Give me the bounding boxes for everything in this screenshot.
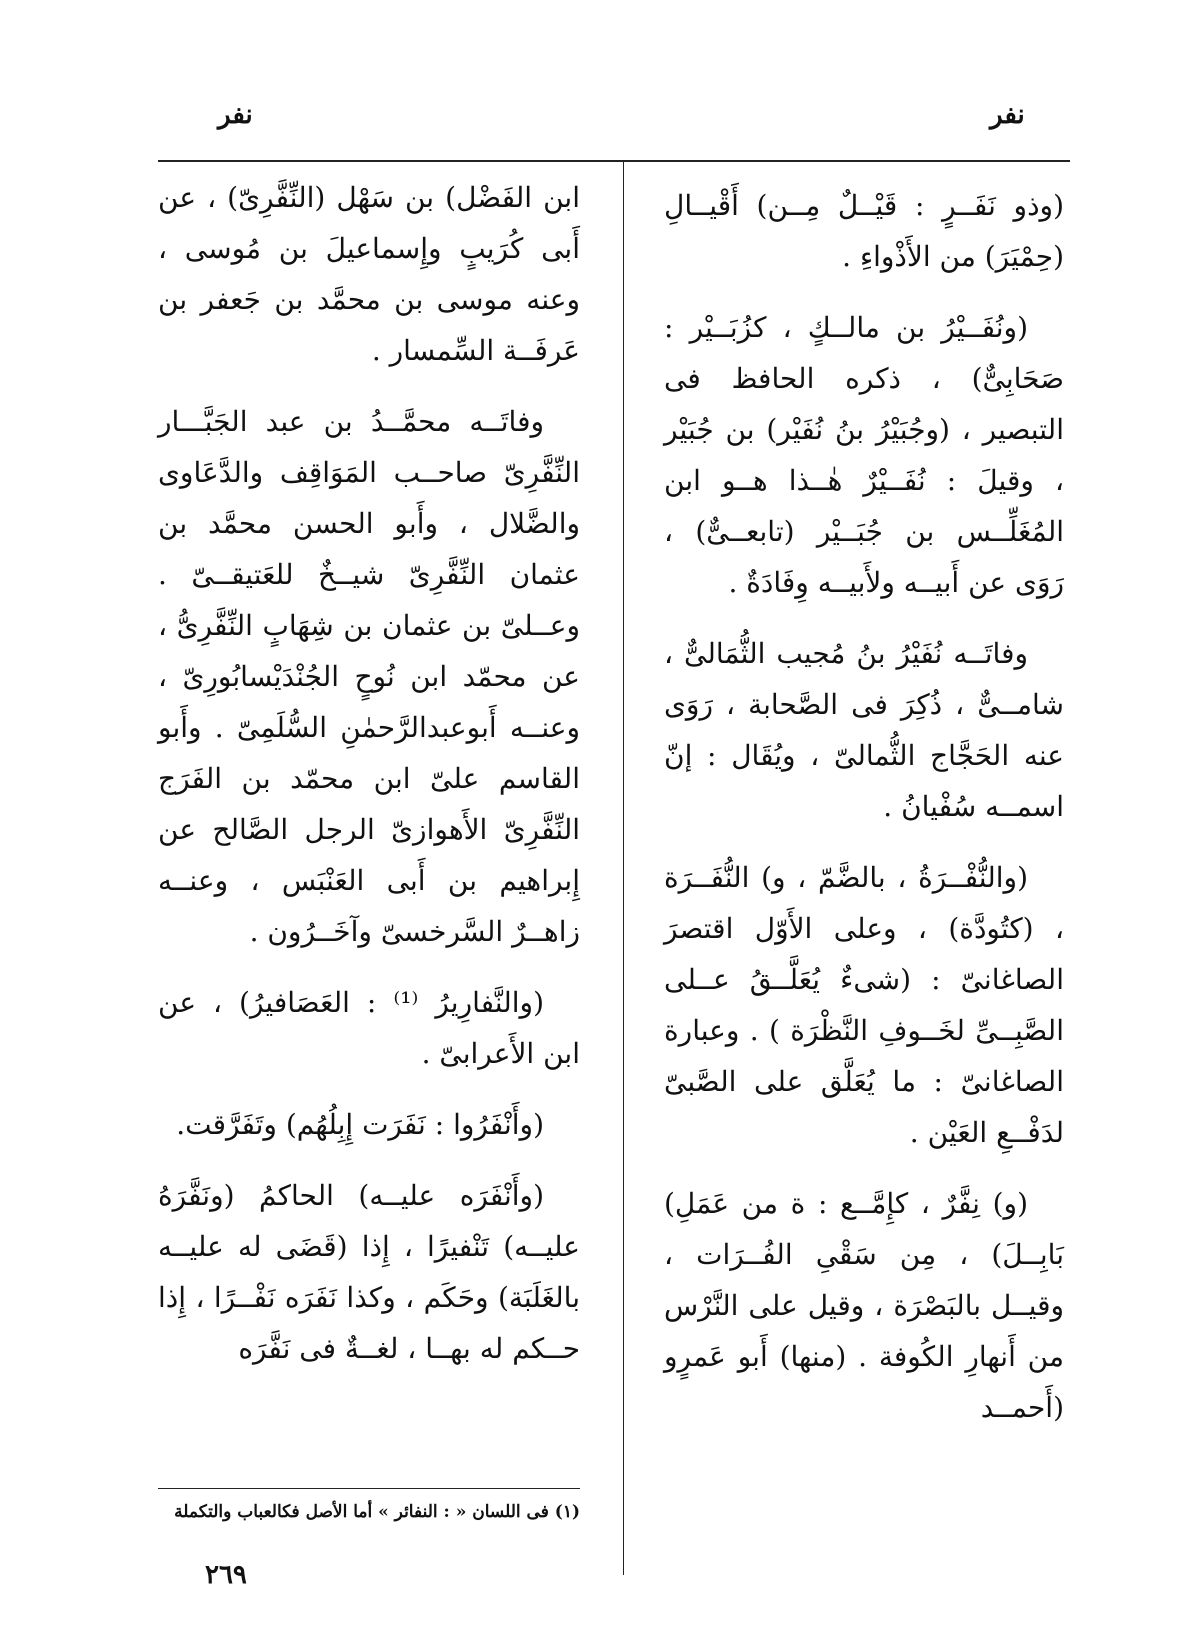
entry-paragraph: (والنُّفْــرَةُ ، بالضَّمّ ، و) النُّفَــرَة ، (كتُودَّة) ، وعلى الأَوّل اقتصرَ الصاغانىّ : (شىءٌ يُعَلَّــقُ عــلى الصَّبِــىِّ لخَــوفِ النَّظْرَة ) . وعبارة الصاغانىّ : ما يُعَلَّق على الصَّبىّ لدَفْــعِ العَيْن . xyxy=(664,861,1064,1149)
footnote-rule xyxy=(158,1488,580,1489)
footnote: (١) فى اللسان « : النفائر » أما الأصل فكالعباب والتكملة xyxy=(174,1502,580,1522)
entry-paragraph: ابن الفَضْل) بن سَهْل (النِّفَّرِىّ) ، عن أَبى كُرَيبٍ وإِسماعيلَ بن مُوسى ، وعنه موسى بن محمَّد بن جَعفر بن عَرفَــة السِّمسار . xyxy=(158,181,580,367)
entry-paragraph: وفاتَــه محمَّــدُ بن عبد الجَبَّـــار النِّفَّرِىّ صاحــب المَوَاقِف والدَّعَاوى والضَّلال ، وأَبو الحسن محمَّد بن عثمان النِّفَّرِىّ شيــخٌ للعَتيقــىّ . وعــلىّ بن عثمان بن شِهَابٍ النِّفَّرِىُّ ، عن محمّد ابن نُوحٍ الجُنْدَيْسابُورِىّ ، وعنــه أَبوعبدالرَّحمٰنِ السُّلَمِىّ . وأَبو القاسم علىّ ابن محمّد بن الفَرَج النِّفَّرِىّ الأَهوازىّ الرجل الصَّالح عن إِبراهيم بن أَبى العَنْبَس ، وعنــه زاهــرٌ السَّرخسىّ وآخَــرُون . xyxy=(158,405,580,948)
entry-paragraph: وفاتَــه نُفَيْرُ بنُ مُجيب الثُّمَالىٌّ ، شامــىٌّ ، ذُكِرَ فى الصَّحابة ، رَوَى عنه الحَجَّاج الثُّمالىّ ، ويُقَال : إنّ اسمــه سُفْيانُ . xyxy=(664,637,1064,823)
right-column xyxy=(664,180,1064,1453)
entry-paragraph: (وأَنْفَرُوا : نَفَرَت إِبِلُهُم) وتَفَرَّقت. xyxy=(176,1108,544,1141)
running-header-left: نفر xyxy=(218,100,253,130)
entry-paragraph: (ونُفَــيْرُ بن مالــكٍ ، كزُبَــيْر : صَحَابِىٌّ) ، ذكره الحافظ فى التبصير ، (وجُبَيْرُ بنُ نُفَيْر) بن جُبَيْر ، وقيلَ : نُفَــيْرٌ هٰــذا هــو ابن المُغَلِّــس بن جُبَــيْر (تابعــىٌّ) ، رَوَى عن أَبيــه ولأَبيــه وِفَادَةٌ . xyxy=(664,311,1064,599)
running-header-right: نفر xyxy=(990,100,1025,130)
page-number: ٢٦٩ xyxy=(205,1560,247,1590)
entry-paragraph: (و) نِفَّرٌ ، كإِمَّــع : ة من عَمَلِ) بَابِــلَ) ، مِن سَقْىِ الفُــرَات ، وقيــل بالبَصْرَة ، وقيل على النَّرْس من أَنهارِ الكُوفة . (منها) أَبو عَمرٍو (أَحمــد xyxy=(664,1187,1064,1424)
column-divider xyxy=(623,160,624,1575)
entry-paragraph: (والنَّفارِيرُ ⁽¹⁾ : العَصَافيرُ) ، عن ابن الأَعرابىّ . xyxy=(158,986,580,1070)
left-column xyxy=(158,172,580,1394)
entry-paragraph: (وذو نَفَــرٍ : قَيْــلٌ مِــن) أَقْيــالِ (حِمْيَرَ) من الأَذْواءِ . xyxy=(664,189,1064,273)
header-rule xyxy=(158,160,1070,162)
entry-paragraph: (وأَنْفَرَه عليــه) الحاكمُ (ونَفَّرَهُ عليــه) تَنْفيرًا ، إِذا (قَضَى له عليــه بالغَلَبَة) وحَكَم ، وكذا نَفَرَه نَفْــرًا ، إِذا حــكم له بهــا ، لغــةٌ فى نَفَّرَه xyxy=(158,1179,580,1365)
